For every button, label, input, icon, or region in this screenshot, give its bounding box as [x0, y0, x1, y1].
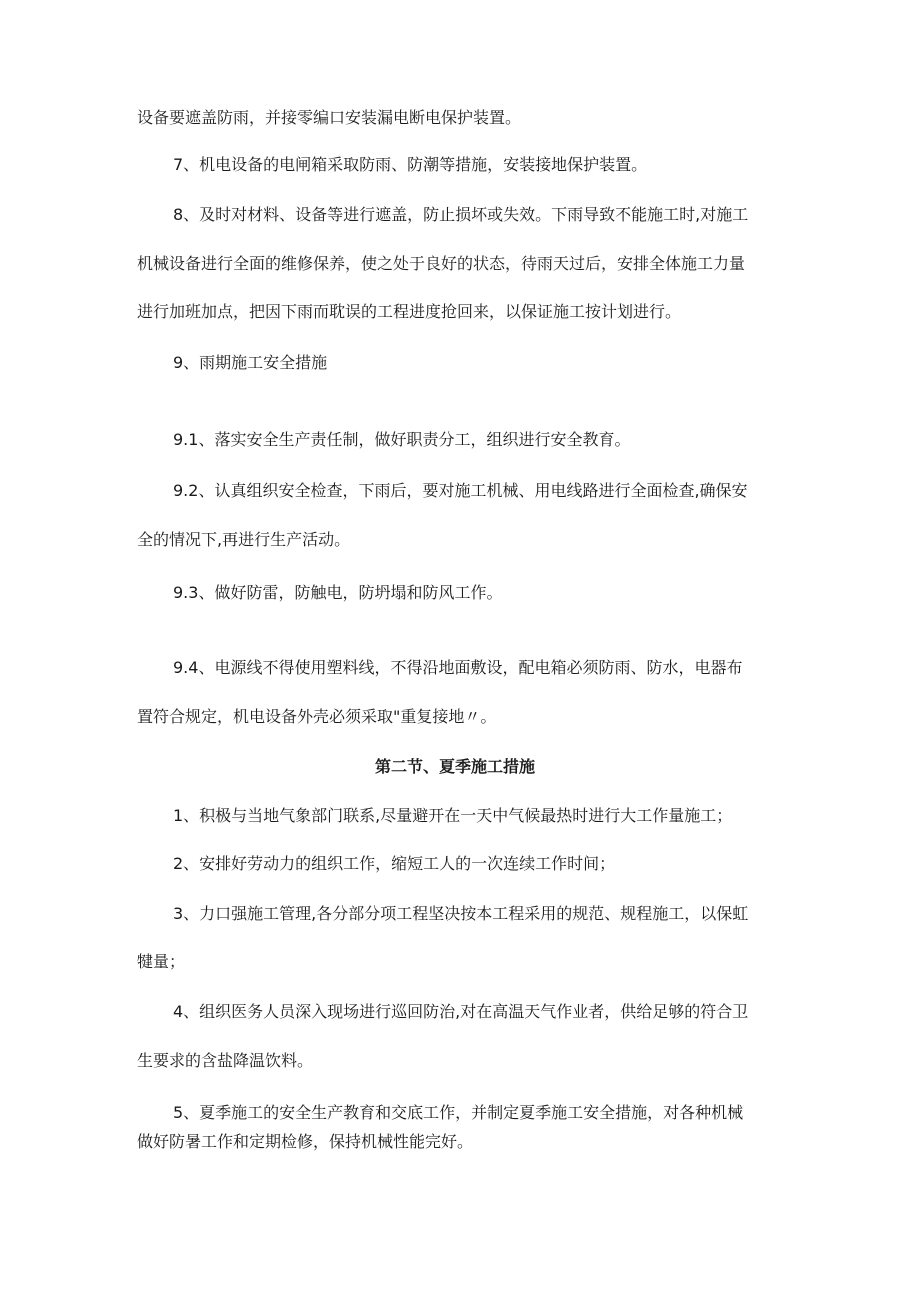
paragraph-line: 全的情况下,再进行生产活动。	[137, 530, 351, 549]
paragraph-line: 进行加班加点，把因下雨而耽误的工程进度抢回来，以保证施工按计划进行。	[137, 302, 682, 321]
paragraph-line: 9.3、做好防雷，防触电，防坍塌和防风工作。	[173, 583, 503, 602]
paragraph-line: 7、机电设备的电闸箱采取防雨、防潮等措施，安装接地保护装置。	[173, 155, 648, 174]
paragraph-line: 9.4、电源线不得使用塑料线，不得沿地面敷设，配电箱必须防雨、防水，电器布	[173, 658, 743, 677]
paragraph-line: 4、组织医务人员深入现场进行巡回防治,对在高温天气作业者，供给足够的符合卫	[173, 1002, 749, 1021]
paragraph-line: 3、力口强施工管理,各分部分项工程坚决按本工程采用的规范、规程施工，以保虹	[173, 904, 749, 923]
paragraph-line: 机械设备进行全面的维修保养，使之处于良好的状态，待雨天过后，安排全体施工力量	[137, 254, 746, 273]
paragraph-line: 9、雨期施工安全措施	[173, 353, 328, 372]
paragraph-line: 1、积极与当地气象部门联系,尽量避开在一天中气候最热时进行大工作量施工；	[173, 806, 733, 825]
paragraph-line: 5、夏季施工的安全生产教育和交底工作，并制定夏季施工安全措施，对各种机械	[173, 1103, 744, 1122]
section-heading: 第二节、夏季施工措施	[375, 757, 536, 776]
paragraph-line: 9.1、落实安全生产责任制，做好职责分工，组织进行安全教育。	[173, 430, 631, 449]
paragraph-line: 8、及时对材料、设备等进行遮盖，防止损坏或失效。下雨导致不能施工时,对施工	[173, 205, 749, 224]
paragraph-line: 设备要遮盖防雨，并接零编口安装漏电断电保护装置。	[137, 108, 522, 127]
paragraph-line: 9.2、认真组织安全检查，下雨后，要对施工机械、用电线路进行全面检查,确保安	[173, 481, 748, 500]
paragraph-line: 置符合规定，机电设备外壳必须采取"重复接地〃。	[137, 707, 497, 726]
paragraph-line: 犍量；	[137, 952, 186, 971]
paragraph-line: 生要求的含盐降温饮料。	[137, 1051, 314, 1070]
paragraph-line: 2、安排好劳动力的组织工作，缩短工人的一次连续工作时间；	[173, 854, 616, 873]
paragraph-line: 做好防暑工作和定期检修，保持机械性能完好。	[137, 1132, 474, 1151]
